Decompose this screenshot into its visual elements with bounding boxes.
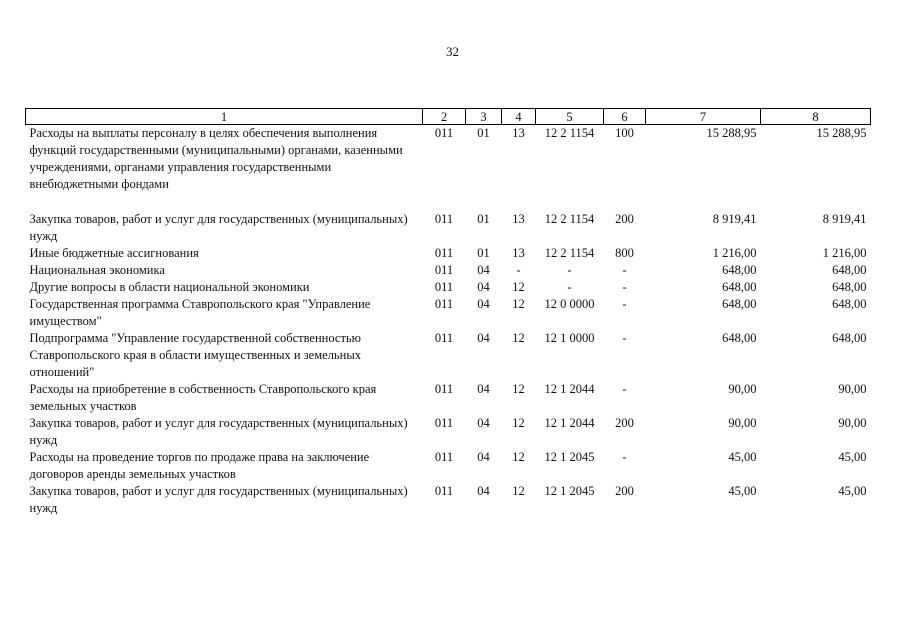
table-row bbox=[26, 381, 871, 415]
cell-col4: 13 bbox=[512, 126, 525, 140]
cell-col3: 04 bbox=[477, 263, 490, 277]
table-row bbox=[26, 211, 871, 245]
cell-col3: 04 bbox=[477, 297, 490, 311]
cell-col6: - bbox=[622, 263, 627, 277]
cell-col2: 011 bbox=[434, 484, 454, 498]
cell-col3: 04 bbox=[477, 280, 490, 294]
cell-col6: 200 bbox=[615, 484, 634, 498]
spacer-row bbox=[26, 193, 871, 211]
cell-col5: - bbox=[567, 263, 572, 277]
column-header: 6 bbox=[604, 109, 646, 125]
cell-col6: 200 bbox=[615, 416, 634, 430]
cell-col4: 12 bbox=[512, 297, 525, 311]
cell-col5: 12 1 2044 bbox=[544, 382, 595, 396]
cell-col2: 011 bbox=[434, 450, 454, 464]
cell-col7: 1 216,00 bbox=[712, 246, 757, 260]
cell-col2: 011 bbox=[434, 263, 454, 277]
cell-col2: 011 bbox=[434, 212, 454, 226]
row-name: Иные бюджетные ассигнования bbox=[29, 246, 199, 260]
row-name: Государственная программа Ставропольского края "Управление имуществом" bbox=[29, 297, 371, 328]
cell-col2: 011 bbox=[434, 331, 454, 345]
table-row bbox=[26, 415, 871, 449]
cell-col4: 13 bbox=[512, 246, 525, 260]
cell-col5: 12 2 1154 bbox=[544, 126, 595, 140]
cell-col4: 12 bbox=[512, 382, 525, 396]
row-name: Закупка товаров, работ и услуг для государственных (муниципальных) нужд bbox=[29, 416, 408, 447]
row-name: Закупка товаров, работ и услуг для государственных (муниципальных) нужд bbox=[29, 212, 408, 243]
cell-col4: 13 bbox=[512, 212, 525, 226]
cell-col7: 648,00 bbox=[722, 263, 757, 277]
cell-col6: - bbox=[622, 297, 627, 311]
column-header: 7 bbox=[646, 109, 761, 125]
cell-col2: 011 bbox=[434, 297, 454, 311]
cell-col3: 04 bbox=[477, 416, 490, 430]
cell-col5: 12 1 2044 bbox=[544, 416, 595, 430]
cell-col7: 45,00 bbox=[728, 450, 757, 464]
cell-col7: 15 288,95 bbox=[706, 126, 757, 140]
cell-col7: 45,00 bbox=[728, 484, 757, 498]
cell-col8: 8 919,41 bbox=[822, 212, 867, 226]
cell-col8: 648,00 bbox=[832, 280, 867, 294]
cell-col7: 648,00 bbox=[722, 297, 757, 311]
row-name: Национальная экономика bbox=[29, 263, 165, 277]
cell-col3: 04 bbox=[477, 450, 490, 464]
cell-col6: 200 bbox=[615, 212, 634, 226]
row-name: Другие вопросы в области национальной экономики bbox=[29, 280, 310, 294]
row-name: Расходы на приобретение в собственность Ставропольского края земельных участков bbox=[29, 382, 377, 413]
table-row bbox=[26, 296, 871, 330]
cell-col8: 45,00 bbox=[838, 484, 867, 498]
cell-col2: 011 bbox=[434, 416, 454, 430]
cell-col7: 648,00 bbox=[722, 331, 757, 345]
cell-col5: 12 1 2045 bbox=[544, 484, 595, 498]
header-row bbox=[26, 109, 871, 125]
cell-col4: - bbox=[516, 263, 521, 277]
cell-col2: 011 bbox=[434, 280, 454, 294]
column-header: 2 bbox=[423, 109, 466, 125]
cell-col3: 01 bbox=[477, 246, 490, 260]
row-name: Подпрограмма "Управление государственной собственностью Ставропольского края в области имущественных и земельных отношений" bbox=[29, 331, 361, 379]
cell-col6: - bbox=[622, 382, 627, 396]
cell-col6: - bbox=[622, 450, 627, 464]
table-row bbox=[26, 245, 871, 262]
cell-col2: 011 bbox=[434, 382, 454, 396]
column-header: 3 bbox=[466, 109, 502, 125]
table-row bbox=[26, 125, 871, 194]
cell-col7: 90,00 bbox=[728, 382, 757, 396]
budget-table bbox=[25, 108, 871, 517]
cell-col6: 100 bbox=[615, 126, 634, 140]
cell-col7: 90,00 bbox=[728, 416, 757, 430]
cell-col5: - bbox=[567, 280, 572, 294]
cell-col6: - bbox=[622, 331, 627, 345]
table-row bbox=[26, 330, 871, 381]
table-row bbox=[26, 262, 871, 279]
row-name: Расходы на выплаты персоналу в целях обеспечения выполнения функций государственными (муниципальными) органами, казенными учреждениями, органами управления государственными внебюджетными фондами bbox=[29, 126, 403, 191]
cell-col8: 648,00 bbox=[832, 263, 867, 277]
cell-col5: 12 1 0000 bbox=[544, 331, 595, 345]
cell-col3: 04 bbox=[477, 484, 490, 498]
cell-col5: 12 0 0000 bbox=[544, 297, 595, 311]
cell-col4: 12 bbox=[512, 484, 525, 498]
table-row bbox=[26, 483, 871, 517]
cell-col8: 45,00 bbox=[838, 450, 867, 464]
row-name: Закупка товаров, работ и услуг для государственных (муниципальных) нужд bbox=[29, 484, 408, 515]
cell-col8: 15 288,95 bbox=[816, 126, 867, 140]
column-header: 8 bbox=[761, 109, 871, 125]
cell-col7: 8 919,41 bbox=[712, 212, 757, 226]
cell-col8: 648,00 bbox=[832, 331, 867, 345]
cell-col5: 12 2 1154 bbox=[544, 212, 595, 226]
cell-col7: 648,00 bbox=[722, 280, 757, 294]
cell-col3: 01 bbox=[477, 212, 490, 226]
cell-col6: - bbox=[622, 280, 627, 294]
cell-col5: 12 2 1154 bbox=[544, 246, 595, 260]
cell-col3: 01 bbox=[477, 126, 490, 140]
cell-col4: 12 bbox=[512, 280, 525, 294]
cell-col3: 04 bbox=[477, 331, 490, 345]
table-row bbox=[26, 449, 871, 483]
cell-col3: 04 bbox=[477, 382, 490, 396]
row-name: Расходы на проведение торгов по продаже права на заключение договоров аренды земельных участков bbox=[29, 450, 370, 481]
cell-col8: 1 216,00 bbox=[822, 246, 867, 260]
cell-col8: 90,00 bbox=[838, 382, 867, 396]
column-header: 1 bbox=[26, 109, 423, 125]
cell-col4: 12 bbox=[512, 331, 525, 345]
table-row bbox=[26, 279, 871, 296]
cell-col4: 12 bbox=[512, 416, 525, 430]
column-header: 4 bbox=[502, 109, 536, 125]
column-header: 5 bbox=[536, 109, 604, 125]
cell-col8: 648,00 bbox=[832, 297, 867, 311]
cell-col2: 011 bbox=[434, 246, 454, 260]
cell-col4: 12 bbox=[512, 450, 525, 464]
cell-col5: 12 1 2045 bbox=[544, 450, 595, 464]
cell-col8: 90,00 bbox=[838, 416, 867, 430]
cell-col6: 800 bbox=[615, 246, 634, 260]
page-number: 32 bbox=[446, 44, 459, 59]
cell-col2: 011 bbox=[434, 126, 454, 140]
